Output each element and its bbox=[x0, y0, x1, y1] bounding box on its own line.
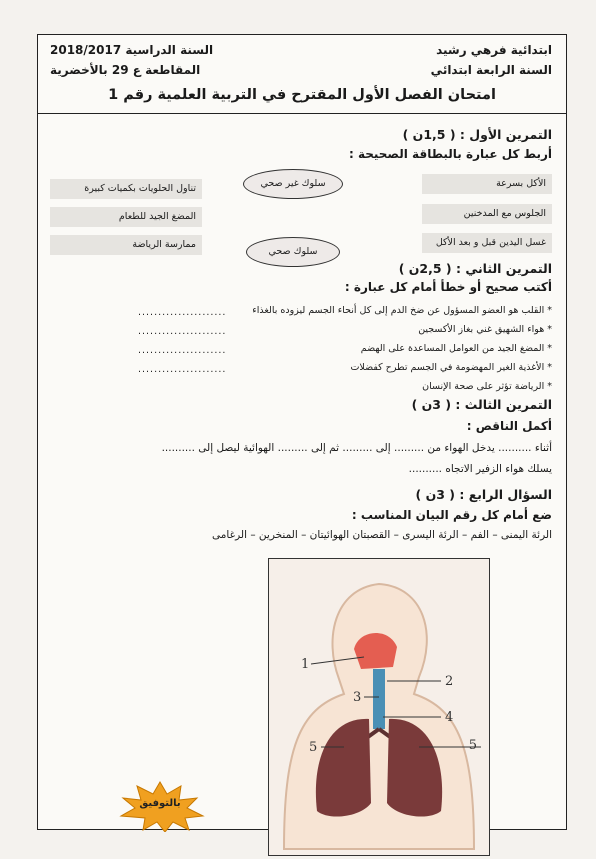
good-luck-badge bbox=[115, 780, 205, 832]
exam-title: امتحان الفصل الأول المقترح في التربية العلمية رقم 1 bbox=[108, 87, 496, 103]
statement-card: ممارسة الرياضة bbox=[50, 235, 202, 255]
statement-card: المضغ الجيد للطعام bbox=[50, 207, 202, 227]
ex1-heading: التمرين الأول : ( 1,5ن ) bbox=[402, 127, 552, 142]
label-number: 5 bbox=[309, 740, 318, 755]
school-name: ابتدائية فرهي رشيد bbox=[436, 43, 552, 57]
respiratory-diagram bbox=[269, 559, 489, 855]
statement-card: الأكل بسرعة bbox=[422, 174, 552, 194]
ex2-heading: التمرين الثاني : ( 2,5ن ) bbox=[398, 261, 552, 276]
true-false-statement: * القلب هو العضو المسؤول عن ضخ الدم إلى كل أنحاء الجسم ليزوده بالغذاء bbox=[252, 305, 552, 316]
respiratory-system-figure bbox=[268, 558, 490, 856]
term-list: الرئة اليمنى – الفم – الرئة اليسرى – القصبتان الهوائيتان – المنخرين – الرغامى bbox=[212, 529, 552, 541]
ex3-instruction: أكمل الناقص : bbox=[466, 419, 552, 433]
ex3-heading: التمرين الثالث : ( 3ن ) bbox=[411, 397, 552, 412]
exam-sheet bbox=[37, 34, 567, 830]
label-number: 3 bbox=[353, 690, 362, 705]
label-number: 4 bbox=[445, 710, 454, 725]
ex4-instruction: ضع أمام كل رقم البيان المناسب : bbox=[351, 508, 552, 522]
grade-level: السنة الرابعة ابتدائي bbox=[430, 63, 552, 77]
statement-card: تناول الحلويات بكميات كبيرة bbox=[50, 179, 202, 199]
header-divider bbox=[38, 113, 566, 114]
label-number: 2 bbox=[445, 674, 454, 689]
true-false-statement: * المضغ الجيد من العوامل المساعدة على الهضم bbox=[360, 343, 552, 354]
fill-line-2: يسلك هواء الزفير الاتجاه .......... bbox=[408, 463, 552, 475]
statement-card: الجلوس مع المدخنين bbox=[422, 204, 552, 224]
statement-card: غسل اليدين قبل و بعد الأكل bbox=[422, 233, 552, 253]
trachea bbox=[373, 669, 385, 729]
answer-blank: ...................... bbox=[138, 307, 227, 318]
ex2-instruction: أكتب صحيح أو خطأ أمام كل عبارة : bbox=[344, 280, 552, 294]
answer-blank: ...................... bbox=[138, 326, 227, 337]
label-number: 1 bbox=[301, 657, 310, 672]
unhealthy-oval: سلوك غير صحي bbox=[243, 169, 343, 199]
true-false-statement: * الرياضة تؤثر على صحة الإنسان bbox=[422, 381, 552, 392]
good-luck-text: بالتوفيق bbox=[139, 798, 181, 809]
label-number: 5 bbox=[468, 738, 477, 753]
ex4-heading: السؤال الرابع : ( 3ن ) bbox=[415, 487, 552, 502]
district: المقاطعة ع 29 بالأخضرية bbox=[50, 63, 201, 77]
school-year: السنة الدراسية 2018/2017 bbox=[50, 43, 214, 57]
healthy-oval: سلوك صحي bbox=[246, 237, 340, 267]
ex1-instruction: أربط كل عبارة بالبطاقة الصحيحة : bbox=[348, 147, 552, 161]
answer-blank: ...................... bbox=[138, 364, 227, 375]
answer-blank: ...................... bbox=[138, 345, 227, 356]
true-false-statement: * هواء الشهيق غني بغاز الأكسجين bbox=[418, 324, 552, 335]
fill-line-1: أثناء .......... يدخل الهواء من ......... إلى ......... ثم إلى ......... الهوائية ليصل إلى .......... bbox=[161, 442, 552, 454]
true-false-statement: * الأغذية الغير المهضومة في الجسم تطرح كفضلات bbox=[350, 362, 552, 373]
